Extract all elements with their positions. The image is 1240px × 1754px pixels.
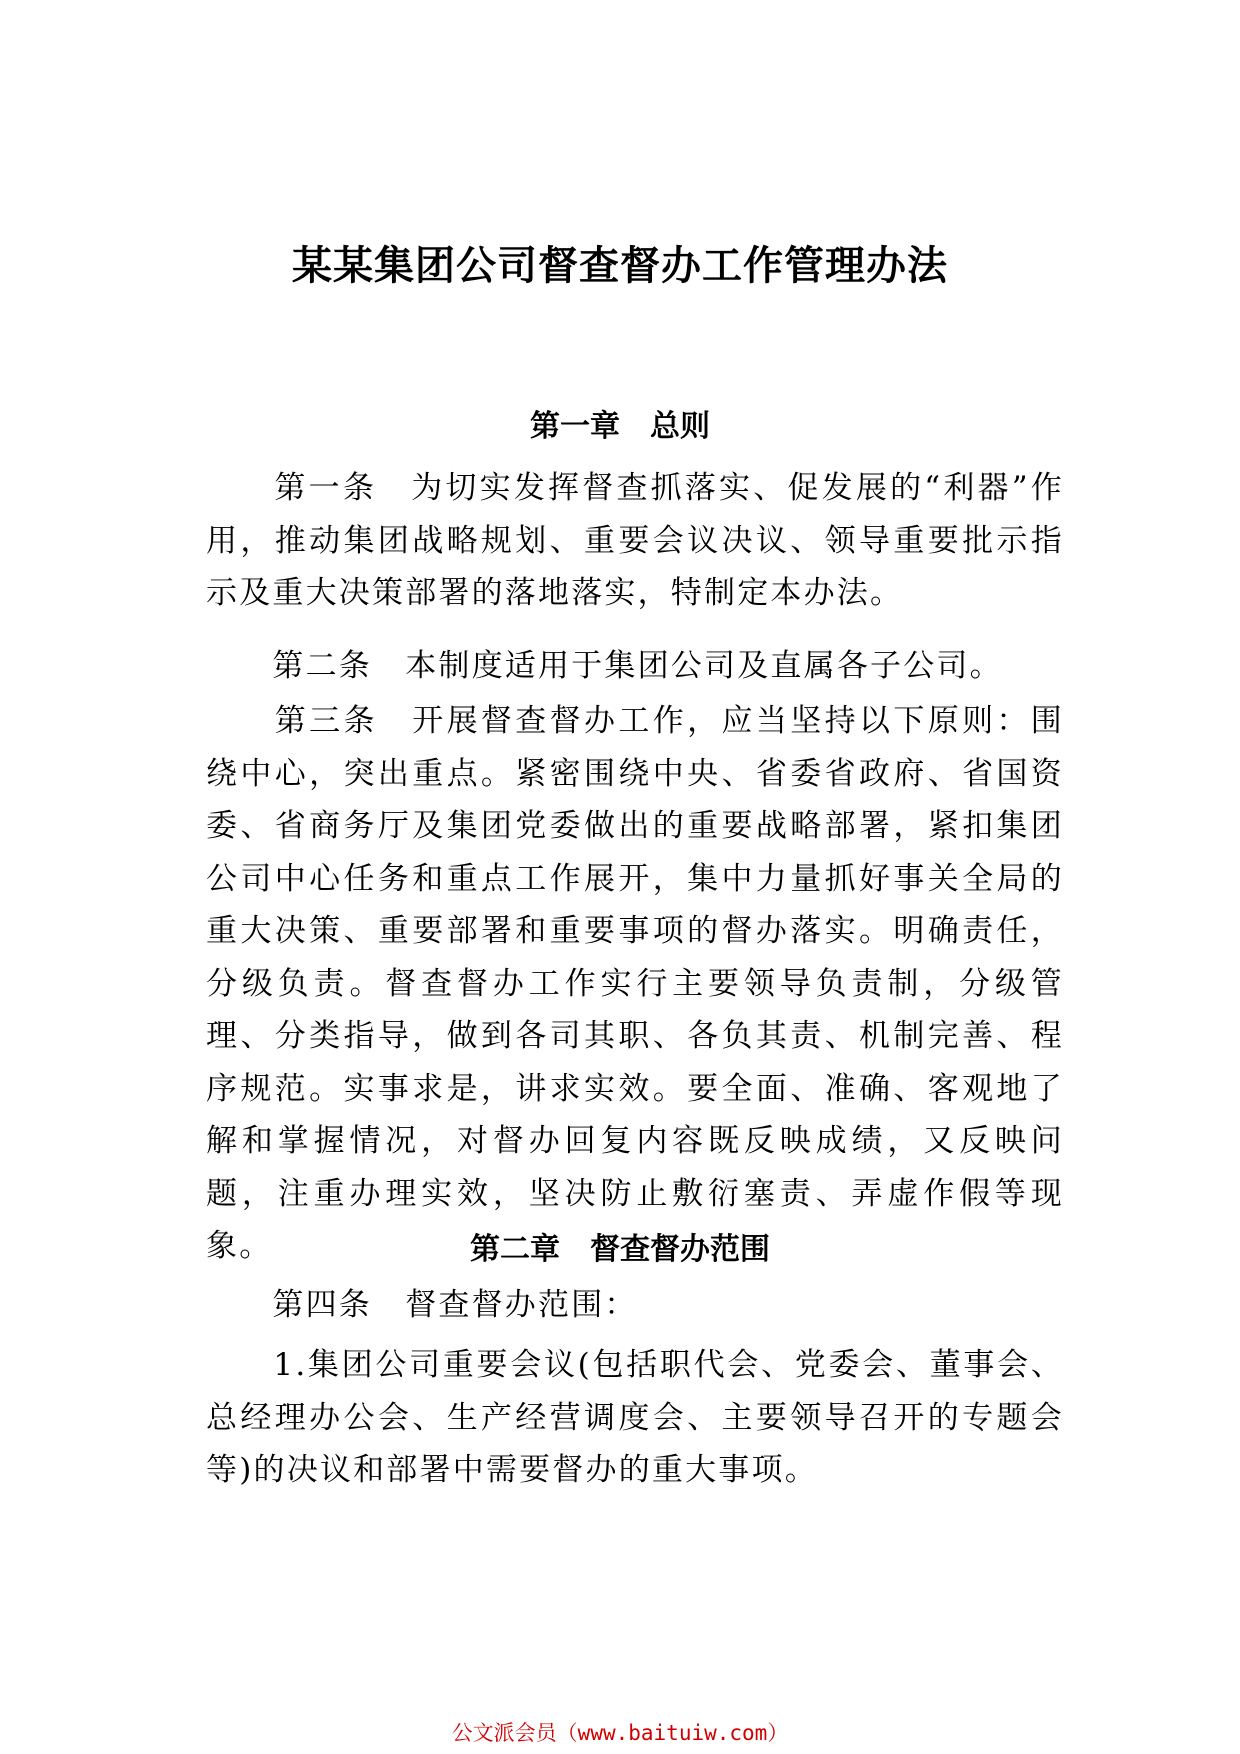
article-4: 第四条 督查督办范围：	[206, 1287, 638, 1323]
chapter-heading-2: 第二章 督查督办范围	[470, 1232, 770, 1267]
article-1: 第一条 为切实发挥督查抓落实、促发展的“利器”作用，推动集团战略规划、重要会议决议、领导重要批示指示及重大决策部署的落地落实，特制定本办法。	[206, 470, 1064, 611]
article-2: 第二条 本制度适用于集团公司及直属各子公司。	[206, 648, 1003, 684]
chapter-heading-1: 第一章 总则	[530, 409, 710, 444]
footer-watermark: 公文派会员（www.baituiw.com）	[451, 1721, 789, 1745]
article-4-item-1: 1.集团公司重要会议(包括职代会、党委会、董事会、总经理办公会、生产经营调度会、主要领导召开的专题会等)的决议和部署中需要督办的重大事项。	[206, 1347, 1064, 1488]
article-3: 第三条 开展督查督办工作，应当坚持以下原则：围绕中心，突出重点。紧密围绕中央、省委省政府、省国资委、省商务厅及集团党委做出的重要战略部署，紧扣集团公司中心任务和重点工作展开，集中力量抓好事关全局的重大决策、重要部署和重要事项的督办落实。明确责任，分级负责。督查督办工作实行主要领导负责制，分级管理、分类指导，做到各司其职、各负其责、机制完善、程序规范。实事求是，讲求实效。要全面、准确、客观地了解和掌握情况，对督办回复内容既反映成绩，又反映问题，注重办理实效，坚决防止敷衍塞责、弄虚作假等现象。	[206, 703, 1064, 1264]
document-title: 某某集团公司督查督办工作管理办法	[292, 243, 948, 289]
